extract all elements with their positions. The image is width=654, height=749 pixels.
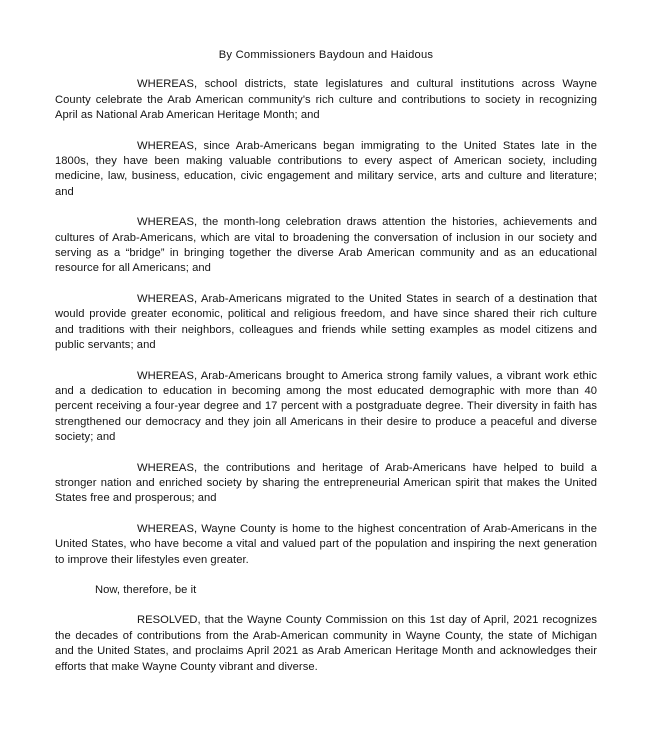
- paragraph-whereas-5: WHEREAS, Arab-Americans brought to America strong family values, a vibrant work ethic and a dedication to education in becoming among the most educated demographic with more than 40 percent receiving a four-year degree and 17 percent with a postgraduate degree. Their diversity in faith has strengthened our democracy and they join all Americans in their desire to produce a peaceful and diverse society; and: [55, 369, 597, 444]
- paragraph-whereas-2: WHEREAS, since Arab-Americans began immigrating to the United States late in the 1800s, they have been making valuable contributions to every aspect of American society, including medicine, law, business, education, civic engagement and military service, arts and culture and literature; and: [55, 139, 597, 198]
- paragraph-now-therefore: Now, therefore, be it: [95, 583, 197, 596]
- paragraph-whereas-7: WHEREAS, Wayne County is home to the highest concentration of Arab-Americans in the United States, who have become a vital and valued part of the population and inspiring the next generation to improve their lifestyles even greater.: [55, 522, 597, 566]
- paragraph-resolved: RESOLVED, that the Wayne County Commission on this 1st day of April, 2021 recognizes the decades of contributions from the Arab-American community in Wayne County, the state of Michigan and the United States, and proclaims April 2021 as Arab American Heritage Month and acknowledges their efforts that make Wayne County vibrant and diverse.: [55, 614, 597, 673]
- paragraph-whereas-4: WHEREAS, Arab-Americans migrated to the United States in search of a destination that would provide greater economic, political and religious freedom, and have since shared their rich culture and traditions with their neighbors, colleagues and friends while setting examples as model citizens and public servants; and: [55, 292, 597, 352]
- paragraph-whereas-6: WHEREAS, the contributions and heritage of Arab-Americans have helped to build a stronger nation and enriched society by sharing the entrepreneurial American spirit that makes the United States free and prosperous; and: [55, 461, 597, 505]
- document-byline: By Commissioners Baydoun and Haidous: [218, 49, 434, 61]
- paragraph-whereas-3: WHEREAS, the month-long celebration draws attention the histories, achievements and cultures of Arab-Americans, which are vital to broadening the conversation of inclusion in our society and serving as a “bridge” in bringing together the diverse Arab American community and as an educational resource for all Americans; and: [55, 216, 597, 275]
- paragraph-whereas-1: WHEREAS, school districts, state legislatures and cultural institutions across Wayne County celebrate the Arab American community's rich culture and contributions to society in recognizing April as National Arab American Heritage Month; and: [55, 78, 597, 122]
- document-body: [55, 48, 597, 675]
